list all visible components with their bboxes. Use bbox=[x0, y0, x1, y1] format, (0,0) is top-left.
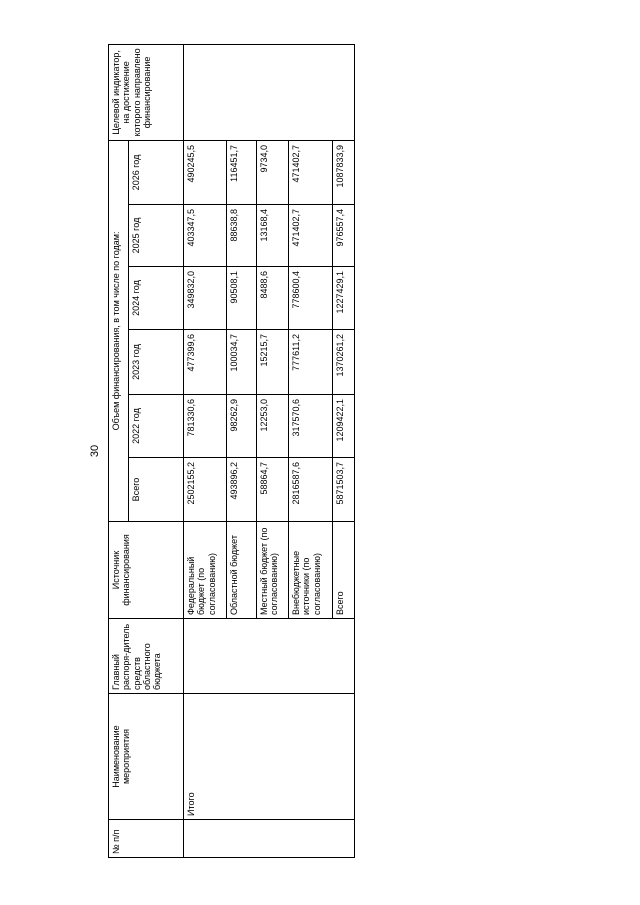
header-2026: 2026 год bbox=[129, 140, 184, 204]
cell-admin bbox=[184, 619, 355, 694]
value-cell: 58864,7 bbox=[257, 458, 289, 522]
source-cell: Федеральный бюджет (по согласованию) bbox=[184, 522, 227, 619]
header-2022: 2022 год bbox=[129, 395, 184, 458]
value-cell: 1370261,2 bbox=[333, 330, 355, 395]
header-volume: Объем финансирования, в том числе по годам: bbox=[109, 140, 129, 521]
value-cell: 5871503,7 bbox=[333, 458, 355, 522]
cell-target bbox=[184, 44, 355, 140]
value-cell: 777611,2 bbox=[289, 330, 333, 395]
source-cell: Областной бюджет bbox=[227, 522, 257, 619]
value-cell: 471402,7 bbox=[289, 140, 333, 204]
value-cell: 1209422,1 bbox=[333, 395, 355, 458]
value-cell: 317570,6 bbox=[289, 395, 333, 458]
cell-num bbox=[184, 820, 355, 858]
value-cell: 90508,1 bbox=[227, 267, 257, 330]
header-2024: 2024 год bbox=[129, 267, 184, 330]
value-cell: 349832,0 bbox=[184, 267, 227, 330]
value-cell: 976557,4 bbox=[333, 205, 355, 267]
header-source: Источник финансирования bbox=[109, 522, 184, 619]
value-cell: 490245,5 bbox=[184, 140, 227, 204]
value-cell: 2816587,6 bbox=[289, 458, 333, 522]
value-cell: 1227429,1 bbox=[333, 267, 355, 330]
value-cell: 8488,6 bbox=[257, 267, 289, 330]
source-cell: Всего bbox=[333, 522, 355, 619]
value-cell: 88638,8 bbox=[227, 205, 257, 267]
summary-label: Итого bbox=[184, 694, 355, 820]
header-2025: 2025 год bbox=[129, 205, 184, 267]
value-cell: 100034,7 bbox=[227, 330, 257, 395]
value-cell: 13168,4 bbox=[257, 205, 289, 267]
table-row bbox=[184, 44, 227, 857]
rotated-table-wrapper bbox=[108, 45, 344, 858]
value-cell: 12253,0 bbox=[257, 395, 289, 458]
header-num: № п/п bbox=[109, 820, 184, 858]
source-cell: Внебюджетные источники (по согласованию) bbox=[289, 522, 333, 619]
value-cell: 2502155,2 bbox=[184, 458, 227, 522]
value-cell: 403347,5 bbox=[184, 205, 227, 267]
page-number: 30 bbox=[89, 444, 101, 458]
value-cell: 98262,9 bbox=[227, 395, 257, 458]
value-cell: 781330,6 bbox=[184, 395, 227, 458]
value-cell: 471402,7 bbox=[289, 205, 333, 267]
header-name: Наименование мероприятия bbox=[109, 694, 184, 820]
financing-table bbox=[108, 44, 355, 858]
value-cell: 116451,7 bbox=[227, 140, 257, 204]
header-target: Целевой индикатор, на достижение которого направлено финансирование bbox=[109, 44, 184, 140]
header-admin: Главный распоря-дитель средств областного бюджета bbox=[109, 619, 184, 694]
source-cell: Местный бюджет (по согласованию) bbox=[257, 522, 289, 619]
value-cell: 493896,2 bbox=[227, 458, 257, 522]
value-cell: 778600,4 bbox=[289, 267, 333, 330]
header-total: Всего bbox=[129, 458, 184, 522]
value-cell: 9734,0 bbox=[257, 140, 289, 204]
value-cell: 15215,7 bbox=[257, 330, 289, 395]
value-cell: 477399,6 bbox=[184, 330, 227, 395]
value-cell: 1087833,9 bbox=[333, 140, 355, 204]
header-2023: 2023 год bbox=[129, 330, 184, 395]
